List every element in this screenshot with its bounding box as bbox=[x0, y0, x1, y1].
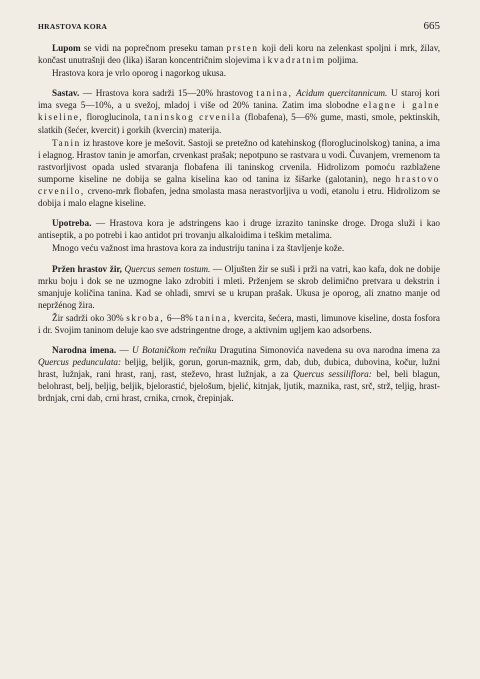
text-segment: Sastav. bbox=[52, 88, 80, 99]
text-segment: beljig, beljik, gorun, gorun-maznik, grm, dab, dub, dubica, dubovina, kočur, lužni hrast, lužnjak, rani hrast, ranj, rast, steževo, hrast lužnjak, a za bbox=[38, 357, 440, 380]
text-segment: bel, beli blagun, belohrast, belj, beljig, beljik, bjelorastić, bjelošum, bjelić, kitnjak, ljutik, maznika, rast, srč, strž, teljig, hrast-brdnjak, crni dab, crni hrast, crnika, crnok, črepinjak. bbox=[38, 369, 440, 404]
paragraph-lupom bbox=[38, 42, 440, 66]
text-segment: Acidum quercitannicum. bbox=[296, 88, 388, 99]
text-segment: hrastovo crvenilo, bbox=[38, 173, 440, 197]
text-segment: (flobafena), 5—6% gume, masti, smole, pektinskih, slatkih (šećer, kvercit) i gorkih (kvercin) materija. bbox=[38, 112, 440, 135]
text-segment: koji deli koru na zelenkast spoljni i mrk, žilav, končast unutrašnji deo (lika) išaran koncentričnim slojevima i bbox=[38, 43, 441, 66]
text-segment: U staroj kori ima svega 5—10%, a u svežoj, mladoj i više od 20% tanina. Zatim ima slobodne bbox=[38, 88, 440, 111]
text-segment: floroglucinola, bbox=[83, 112, 145, 123]
text-segment: U Botaničkom rečniku bbox=[132, 345, 217, 356]
paragraph-industrija bbox=[38, 242, 440, 254]
paragraph-tanin bbox=[38, 137, 440, 210]
text-segment: Narodna imena. bbox=[52, 345, 117, 356]
page-header bbox=[38, 20, 440, 32]
paragraph-przen bbox=[38, 263, 440, 311]
paragraph-ukus bbox=[38, 67, 440, 79]
paragraph-zir bbox=[38, 312, 440, 336]
text-segment: crveno-mrk flobafen, jedna smolasta masa nerastvorljiva u vodi, etanolu i etru. Hidrolizom se dobija i malo elagne kiseline. bbox=[38, 186, 440, 209]
text-segment: skroba, bbox=[126, 312, 165, 323]
text-segment: kvadratnim bbox=[267, 55, 326, 66]
text-segment: — Hrastova kora sadrži 15—20% hrastovog bbox=[79, 88, 257, 99]
text-segment: Lupom bbox=[52, 43, 81, 53]
paragraph-upotreba bbox=[38, 217, 440, 241]
text-segment: — Hrastova kora je adstringens kao i druge izrazito taninske droge. Droga služi i kao antiseptik, a po potrebi i kao antidot pri trovanju alkaloidima i teškim metalima. bbox=[38, 218, 440, 241]
text-segment: Dragutina Simonovića navedena su ova narodna imena za bbox=[216, 345, 441, 356]
text-segment: Mnogo veću važnost ima hrastova kora za industriju tanina i za štavljenje kože. bbox=[52, 243, 345, 254]
text-segment: taninskog crvenila bbox=[144, 112, 242, 123]
text-segment: elagne i galne kiseline, bbox=[38, 100, 440, 123]
page-number: 665 bbox=[423, 20, 440, 32]
text-segment: Upotreba. bbox=[52, 218, 92, 229]
text-segment: Hrastova kora je vrlo oporog i nagorkog ukusa. bbox=[52, 68, 227, 79]
text-segment: tanina, bbox=[195, 312, 232, 323]
page-body bbox=[38, 42, 440, 405]
text-segment: — Oljušten žir se suši i prži na vatri, kao kafa, dok ne dobije mrku boju i dok se ne uzmogne lako zdrobiti i mleti. Prženjem se skrob delimično pretvara u dekstrin i smanjuje količina tanina. Kad se ohladi, smrvi se u krupan prašak. Ukusa je oporog, ali znatno manje od nepržénog žira. bbox=[38, 263, 441, 310]
text-segment: Quercus semen tostum. bbox=[124, 263, 211, 274]
text-segment: kvercita, šećera, masti, limunove kiseline, dosta fosfora i dr. Svojim taninom deluje kao sve adstringentne droge, a aktivnim ugljem kao adsorbens. bbox=[38, 312, 440, 335]
text-segment: Tanin bbox=[52, 137, 81, 148]
paragraph-narodna bbox=[38, 344, 440, 404]
text-segment: tanina, bbox=[256, 88, 293, 99]
text-segment: iz hrastove kore je mešovit. Sastoji se pretežno od katehinskog (floroglucinolskog) tanina, a ima i elagnog. Hrastov tanin je amorfan, crvenkast prašak; nepotpuno se rastvara u vodi. Čuvanjem, vremenom ta rastvorljivost opada usled stvaranja flobafena ili taninskog crvenila. Hidrolizom pomoću razblažene sumporne kiseline ne dobija se galna kiselina kao od tanina iz šišarke (galotanin), nego bbox=[38, 137, 440, 184]
text-segment: Pržen hrastov žir, bbox=[52, 263, 122, 274]
text-segment: 6—8% bbox=[164, 312, 196, 323]
text-segment: Quercus pedunculata: bbox=[38, 357, 122, 368]
text-segment: prsten bbox=[226, 43, 259, 53]
running-head: HRASTOVA KORA bbox=[38, 22, 108, 31]
text-segment: poljima. bbox=[325, 55, 359, 66]
text-segment: — bbox=[116, 345, 133, 356]
text-segment: se vidi na poprečnom preseku taman bbox=[80, 43, 227, 53]
paragraph-sastav bbox=[38, 87, 440, 135]
text-segment: Quercus sessiliflora: bbox=[293, 369, 372, 380]
text-segment: Žir sadrži oko 30% bbox=[52, 312, 127, 323]
